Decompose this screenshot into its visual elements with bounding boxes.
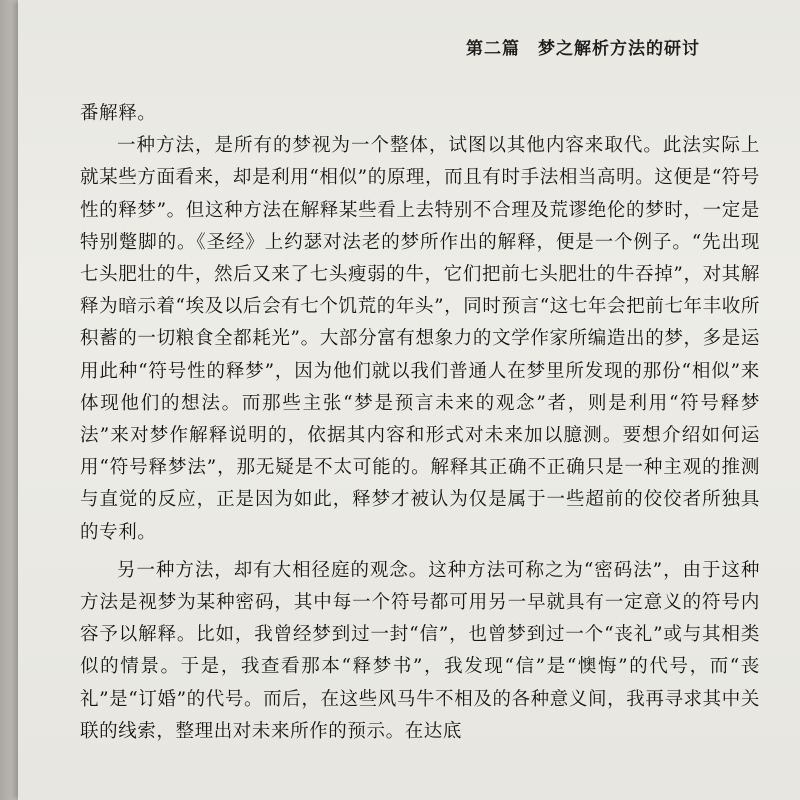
book-page [18, 0, 800, 800]
paragraph-decoding-method: 另一种方法，却有大相径庭的观念。这种方法可称之为“密码法”，由于这种方法是视梦为某种密码，其中每一个符号都可用另一早就具有一定意义的符号内容予以解释。比如，我曾经梦到过一封“信”，也曾梦到过一个“丧礼”或与其相类似的情景。于是，我查看那本“释梦书”，我发现“信”是“懊悔”的代号，而“丧礼”是“订婚”的代号。而后，在这些风马牛不相及的各种意义间，我再寻求其中关联的线索，整理出对未来所作的预示。在达底 [80, 559, 760, 742]
paragraph-continued: 番解释。 [80, 103, 157, 124]
body-text [80, 98, 760, 748]
header-part: 第二篇 [466, 39, 520, 59]
header-title: 梦之解析方法的研讨 [538, 39, 700, 59]
paragraph-symbolic-method: 一种方法，是所有的梦视为一个整体，试图以其他内容来取代。此法实际上就某些方面看来，却是利用“相似”的原理，而且有时手法相当高明。这便是“符号性的释梦”。但这种方法在解释某些看上去特别不合理及荒谬绝伦的梦时，一定是特别蹩脚的。《圣经》上约瑟对法老的梦所作出的解释，便是一个例子。“先出现七头肥壮的牛，然后又来了七头瘦弱的牛，它们把前七头肥壮的牛吞掉”，对其解释为暗示着“埃及以后会有七个饥荒的年头”，同时预言“这七年会把前七年丰收所积蓄的一切粮食全都耗光”。大部分富有想象力的文学作家所编造出的梦，多是运用此种“符号性的释梦”，因为他们就以我们普通人在梦里所发现的那份“相似”来体现他们的想法。而那些主张“梦是预言未来的观念”者，则是利用“符号释梦法”来对梦作解释说明的，依据其内容和形式对未来加以臆测。要想介绍如何运用“符号释梦法”，那无疑是不太可能的。解释其正确不正确只是一种主观的推测与直觉的反应，正是因为如此，释梦才被认为仅是属于一些超前的佼佼者所独具的专利。 [80, 135, 760, 543]
running-header [466, 34, 700, 59]
